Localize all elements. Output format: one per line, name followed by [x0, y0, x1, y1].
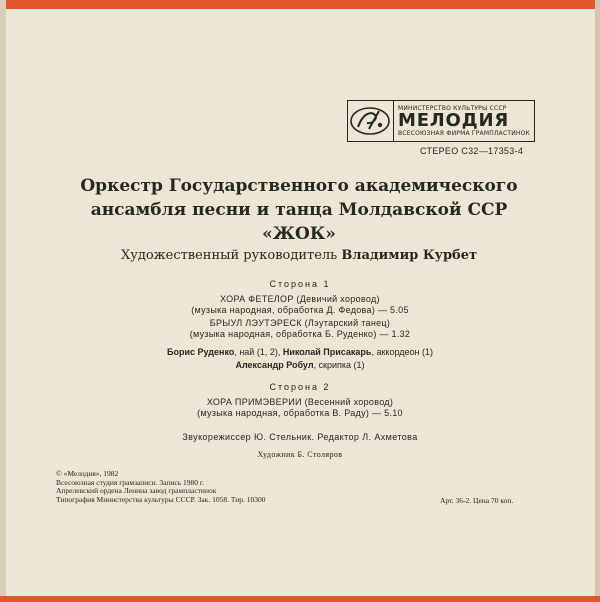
artistic-director: [64, 248, 534, 263]
track-title: ХОРА ПРИМЭВЕРИИ (Весенний хоровод): [206, 397, 394, 407]
album-title: [64, 174, 534, 246]
logo-firm-line: ВСЕСОЮЗНАЯ ФИРМА ГРАМПЛАСТИНОК: [397, 130, 530, 137]
catalog-number: СТЕРЕО С32—17353-4: [420, 146, 524, 156]
title-line-1: Оркестр Государственного академического: [80, 176, 518, 196]
track-title: БРЫУЛ ЛЭУТЭРЕСК (Лэутарский танец): [209, 318, 391, 328]
track-title: ХОРА ФЕТЕЛОР (Девичий хоровод): [220, 294, 380, 304]
sleeve-top-edge: [0, 0, 600, 9]
melodiya-logo: [347, 100, 535, 142]
performers-line-1: [0, 346, 600, 359]
side-2-track-1: [0, 397, 600, 419]
track-credit: (музыка народная, обработка Д. Федова) — 5.05: [191, 305, 409, 315]
sleeve-bottom-edge: [0, 596, 600, 602]
logo-name: МЕЛОДИЯ: [397, 110, 510, 131]
track-credit: (музыка народная, обработка В. Раду) — 5.10: [197, 408, 403, 418]
performer-name: Александр Робул: [235, 360, 314, 370]
imprint-line: Типография Министерства культуры СССР. Зак. 1058. Тир. 10300: [56, 494, 266, 504]
imprint-line: Всесоюзная студия грамзаписи. Запись 1980 г.: [56, 477, 205, 487]
performer-instrument: , скрипка (1): [313, 360, 365, 370]
imprint-line: © «Мелодия», 1982: [56, 469, 119, 478]
side-1-track-1: [0, 294, 600, 316]
engineer-editor-credit: Звукорежиссер Ю. Стельник. Редактор Л. Ахметова: [182, 432, 418, 442]
director-name: Владимир Курбет: [341, 248, 478, 263]
artist-credit: Художник Б. Столяров: [257, 450, 343, 459]
logo-ministry-line: МИНИСТЕРСТВО КУЛЬТУРЫ СССР: [397, 105, 507, 112]
title-line-3: «ЖОК»: [262, 224, 336, 244]
performer-instrument: , най (1, 2),: [234, 347, 281, 357]
price: Арт. 36-2. Цена 70 коп.: [440, 496, 514, 505]
side-1-track-2: [0, 318, 600, 340]
track-credit: (музыка народная, обработка Б. Руденко) — 1.32: [189, 329, 411, 339]
imprint-line: Апрелевский ордена Ленина завод грампластинок: [56, 486, 217, 495]
director-role: Художественный руководитель: [120, 248, 338, 263]
performer-name: Николай Присакарь: [282, 347, 372, 357]
side-2-label: Сторона 2: [269, 382, 331, 392]
imprint: [56, 470, 265, 504]
title-line-2: ансамбля песни и танца Молдавской ССР: [90, 200, 508, 220]
performers: [0, 346, 600, 372]
performer-name: Борис Руденко: [167, 347, 235, 357]
melodiya-emblem-icon: [348, 101, 394, 141]
performers-line-2: [0, 359, 600, 372]
performer-instrument: , аккордеон (1): [371, 347, 433, 357]
side-1-label: Сторона 1: [269, 279, 331, 289]
